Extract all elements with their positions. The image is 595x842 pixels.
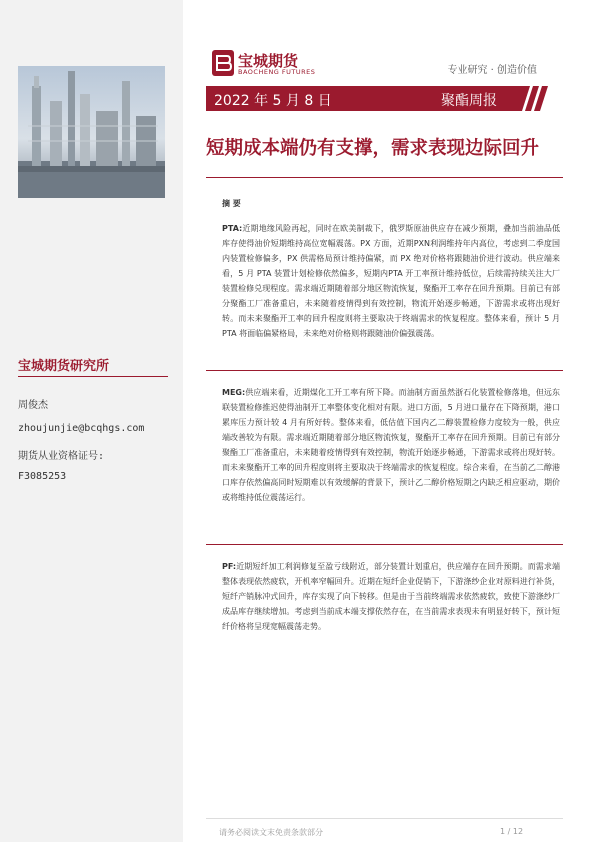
- sidebar-divider: [18, 376, 168, 377]
- logo-text-cn: 宝城期货: [238, 52, 299, 70]
- section-meg-label: MEG:: [222, 388, 246, 397]
- cert-number: F3085253: [18, 471, 67, 482]
- section-pta: [222, 221, 560, 341]
- cert-label: 期货从业资格证号:: [18, 451, 105, 462]
- decorative-stripes: [522, 86, 552, 111]
- section-pf-label: PF:: [222, 562, 237, 571]
- research-institute-name: 宝城期货研究所: [18, 359, 110, 374]
- section-pta-label: PTA:: [222, 224, 243, 233]
- baocheng-logo-mark: [212, 50, 234, 76]
- section-meg: [222, 385, 560, 505]
- page-number: 1 / 12: [500, 827, 524, 836]
- section-rule-2: [206, 544, 563, 545]
- report-title: 短期成本端仍有支撑，需求表现边际回升: [206, 138, 540, 159]
- analyst-email[interactable]: zhoujunjie@bcqhgs.com: [18, 423, 145, 434]
- refinery-photo: [18, 66, 165, 198]
- title-rule: [206, 177, 563, 178]
- section-rule-1: [206, 370, 563, 371]
- analyst-name: 周俊杰: [18, 400, 48, 411]
- slogan: 专业研究 · 创造价值: [447, 65, 537, 76]
- report-type: 聚酯周报: [441, 93, 497, 109]
- section-meg-text: 供应端来看，近期煤化工开工率有所下降。而油制方面虽然浙石化装置检修落地，但远东联装置检修推迟使得油制开工率整体变化相对有限。进口方面，5 月进口量存在下降预期，港口累库压力预计较 4 月有所好转。整体来看，低估值下国内乙二醇装置检修力度较为一般，供应端改善较为有限。需求端近期随着部分地区物流恢复，聚酯开工率存在回升预期。目前已有部分聚酯工厂准备重启，未来随着疫情得到有效控制，物流开始逐步畅通，下游需求或将出现好转。而未来聚酯开工率的回升程度则将主要取决于终端需求的恢复程度。综合来看，在当前乙二醇港口库存依然偏高同时短期难以有效缓解的背景下，预计乙二醇价格短期之内缺乏相应驱动，期价或将维持低位震荡运行。: [222, 388, 560, 502]
- footer-rule: [206, 818, 563, 819]
- section-pta-text: 近期地缘风险再起，同时在欧美制裁下，俄罗斯原油供应存在减少预期，叠加当前油品低库存使得油价短期维持高位宽幅震荡。PX 方面，近期PXN利润维持年内高位，考虑到二季度国内装置检修偏多，PX 供需格局预计维持偏紧，而 PX 绝对价格将跟随油价进行波动。供应端来看，5 月 PTA 装置计划检修依然偏多，短期内PTA 开工率预计维持低位，后续需持续关注大厂装置检修兑现程度。需求端近期随着部分地区物流恢复，聚酯开工率存在回升预期。目前已有部分聚酯工厂准备重启，未来随着疫情得到有效控制，物流开始逐步畅通，下游需求或将出现好转。而未来聚酯开工率的回升程度则将主要取决于终端需求的恢复程度。整体来看，预计 5 月 PTA 将面临偏紧格局，未来绝对价格则将跟随油价偏强震荡。: [222, 224, 560, 338]
- refinery-illustration: [18, 66, 165, 198]
- sidebar: [0, 0, 183, 842]
- logo-text-en: BAOCHENG FUTURES: [238, 68, 316, 76]
- footer-disclaimer: 请务必阅读文末免责条款部分: [219, 828, 323, 837]
- section-pf: [222, 559, 560, 634]
- section-pf-text: 近期短纤加工利润修复至盈亏线附近，部分装置计划重启，供应端存在回升预期。而需求端整体表现依然疲软，开机率窄幅回升。近期在短纤企业促销下，下游涤纱企业对原料进行补货，短纤产销脉冲式回升，库存实现了向下转移。但是由于当前终端需求依然疲软，致使下游涤纱厂成品库存继续增加。考虑到当前成本端支撑依然存在，在当前需求表现未有明显好转下，预计短纤价格将呈现宽幅震荡走势。: [222, 562, 560, 631]
- report-date: 2022 年 5 月 8 日: [214, 93, 332, 109]
- abstract-heading: 摘 要: [222, 199, 241, 208]
